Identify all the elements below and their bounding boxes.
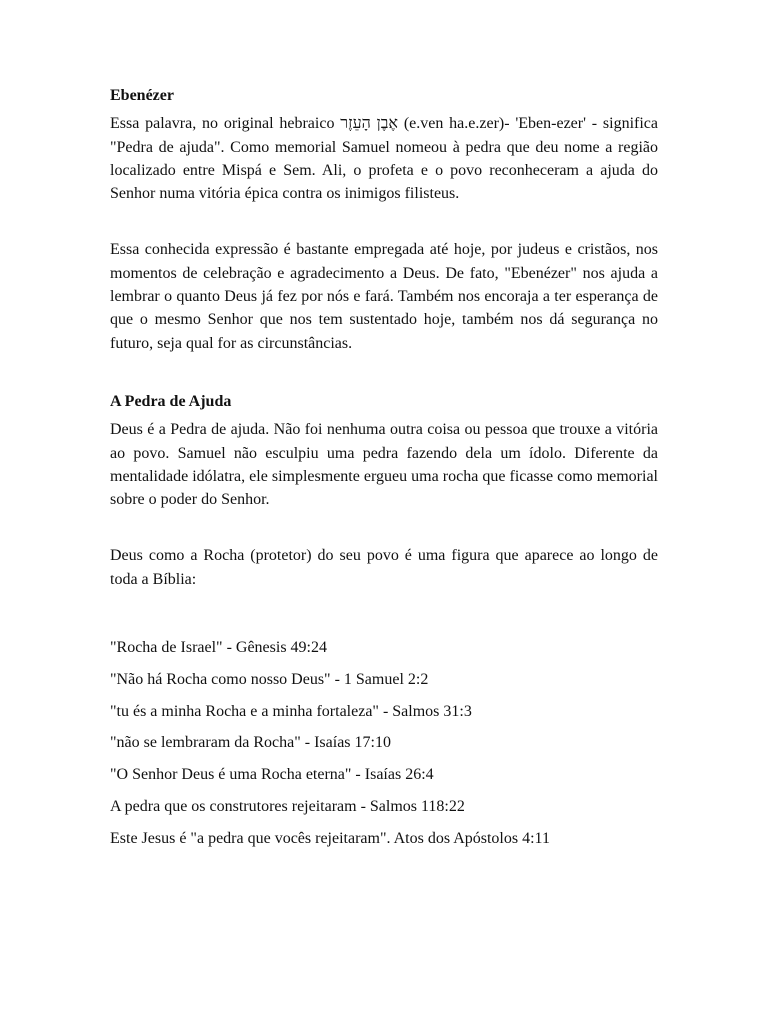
- section-title-pedra-de-ajuda: A Pedra de Ajuda: [110, 392, 232, 410]
- paragraph-spacer: [110, 511, 658, 544]
- reference-item: "tu és a minha Rocha e a minha fortaleza" - Salmos 31:3: [110, 702, 472, 720]
- pedra-paragraph-1: Deus é a Pedra de ajuda. Não foi nenhuma outra coisa ou pessoa que trouxe a vitória ao povo. Samuel não esculpiu uma pedra fazendo dela um ídolo. Diferente da mentalidade idólatra, ele simplesmente ergueu uma rocha que ficasse como memorial sobre o poder do Senhor.: [110, 421, 658, 509]
- reference-item: "O Senhor Deus é uma Rocha eterna" - Isaías 26:4: [110, 766, 434, 784]
- references-list: [110, 636, 658, 850]
- reference-item: "Não há Rocha como nosso Deus" - 1 Samuel 2:2: [110, 670, 429, 688]
- ebenezer-paragraph-2: Essa conhecida expressão é bastante empregada até hoje, por judeus e cristãos, nos momentos de celebração e agradecimento a Deus. De fato, "Ebenézer" nos ajuda a lembrar o quanto Deus já fez por nós e fará. Também nos encoraja a ter esperança de que o mesmo Senhor que nos tem sustentado hoje, também nos dá segurança no futuro, seja qual for as circunstâncias.: [110, 241, 658, 352]
- reference-item: A pedra que os construtores rejeitaram - Salmos 118:22: [110, 798, 465, 816]
- pedra-paragraph-2: Deus como a Rocha (protetor) do seu povo é uma figura que aparece ao longo de toda a Bíblia:: [110, 547, 658, 588]
- paragraph-spacer: [110, 205, 658, 238]
- references-spacer: [110, 591, 658, 636]
- reference-item: "não se lembraram da Rocha" - Isaías 17:10: [110, 734, 391, 752]
- reference-item: "Rocha de Israel" - Gênesis 49:24: [110, 639, 327, 657]
- reference-item: Este Jesus é "a pedra que vocês rejeitaram". Atos dos Apóstolos 4:11: [110, 829, 550, 847]
- document-page: [110, 84, 658, 859]
- section-title-ebenezer: Ebenézer: [110, 87, 174, 104]
- ebenezer-paragraph-1: Essa palavra, no original hebraico אֶבֶן הָעֵזֶר (e.ven ha.e.zer)- 'Eben-ezer' - significa "Pedra de ajuda". Como memorial Samuel nomeou à pedra que deu nome a região localizado entre Mispá e Sem. Ali, o profeta e o povo reconheceram a ajuda do Senhor numa vitória épica contra os inimigos filisteus.: [110, 115, 659, 203]
- section-spacer: [110, 355, 658, 390]
